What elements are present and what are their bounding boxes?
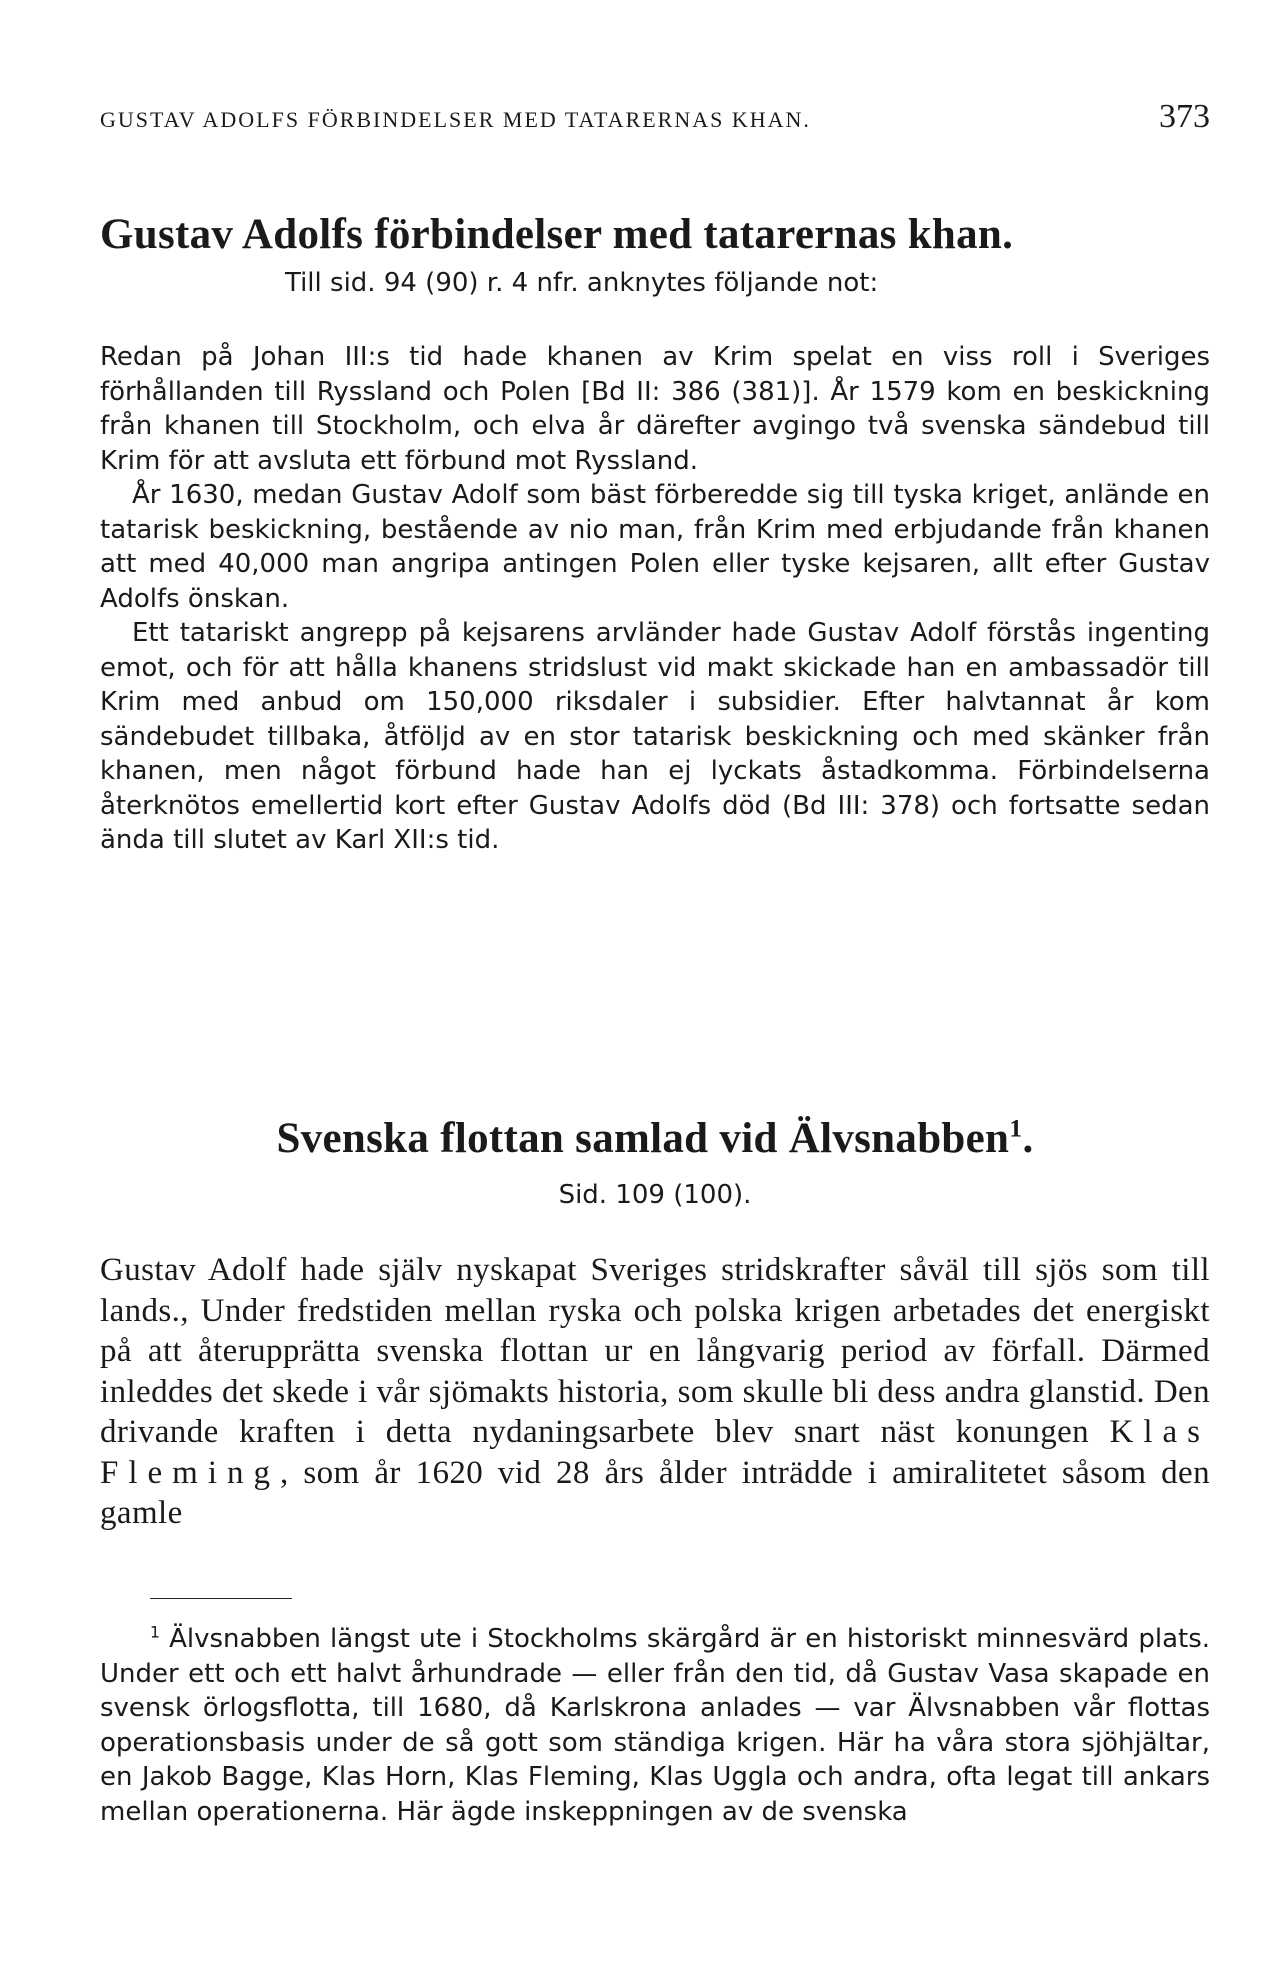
section-title-alvsnabben bbox=[100, 1114, 1210, 1163]
paragraph-text: Gustav Adolf hade själv nyskapat Sveriges stridskrafter såväl till sjös som till lands., Under fredstiden mellan ryska och polska krigen arbetades det energiskt på att återupprätta svenska flottan ur en långvarig period av förfall. Därmed inleddes det skede i vår sjömakts historia, som skulle bli dess andra glanstid. Den drivande kraften i detta nydaningsarbete blev snart näst konungen bbox=[100, 1252, 1210, 1450]
book-page bbox=[100, 0, 1210, 1986]
footnote-mark: 1 bbox=[150, 1623, 160, 1642]
section-body-khan bbox=[100, 340, 1210, 858]
footnote-paragraph bbox=[100, 1622, 1210, 1829]
footnote-text: Älvsnabben längst ute i Stockholms skärgård är en historiskt minnesvärd plats. Under ett och ett halvt århundrade — eller från den tid, då Gustav Vasa skapade en svensk örlogsflotta, till 1680, då Karlskrona anlades — var Älvsnabben vår flottas operationsbasis under de så gott som ständiga krigen. Här ha våra stora sjöhjältar, en Jakob Bagge, Klas Horn, Klas Fleming, Klas Uggla och andra, ofta legat till ankars mellan operationerna. Här ägde inskeppningen av de svenska bbox=[100, 1624, 1211, 1827]
paragraph: Redan på Johan III:s tid hade khanen av Krim spelat en viss roll i Sveriges förhållanden till Ryssland och Polen [Bd II: 386 (381)]. År 1579 kom en beskickning från khanen till Stockholm, och elva år därefter avgingo två svenska sändebud till Krim för att avsluta ett förbund mot Ryssland. bbox=[100, 342, 1210, 476]
paragraph bbox=[100, 1250, 1210, 1534]
section-title-end: . bbox=[1022, 1115, 1034, 1162]
section-body-alvsnabben bbox=[100, 1250, 1210, 1534]
spaced-name: Klas Fleming bbox=[100, 1414, 1211, 1491]
running-title: GUSTAV ADOLFS FÖRBINDELSER MED TATARERNAS KHAN. bbox=[100, 107, 811, 132]
paragraph: Ett tatariskt angrepp på kejsarens arvländer hade Gustav Adolf förstås ingenting emot, och för att hålla khanens stridslust vid makt skickade han en ambassadör till Krim med anbud om 150,000 riksdaler i subsidier. Efter halvtannat år kom sändebudet tillbaka, åtföljd av en stor tatarisk beskickning och med skänker från khanen, men något förbund hade han ej lyckats åstadkomma. Förbindelserna återknötos emellertid kort efter Gustav Adolfs död (Bd III: 378) och fortsatte sedan ända till slutet av Karl XII:s tid. bbox=[100, 618, 1210, 855]
running-head bbox=[100, 98, 1210, 136]
section-title-text: Svenska flottan samlad vid Älvsnabben bbox=[276, 1115, 1010, 1162]
section-subtitle-alvsnabben: Sid. 109 (100). bbox=[558, 1180, 752, 1210]
paragraph: År 1630, medan Gustav Adolf som bäst förberedde sig till tyska kriget, anlände en tatarisk beskickning, bestående av nio man, från Krim med erbjudande från khanen att med 40,000 man angripa antingen Polen eller tyske kejsaren, allt efter Gustav Adolfs önskan. bbox=[100, 480, 1210, 614]
paragraph-text-end: , som år 1620 vid 28 års ålder inträdde i amiralitetet såsom den gamle bbox=[100, 1454, 1210, 1531]
footnote bbox=[100, 1622, 1210, 1829]
section-title-khan: Gustav Adolfs förbindelser med tatarernas khan. bbox=[100, 211, 1014, 258]
footnote-rule bbox=[150, 1598, 292, 1599]
section-subtitle-khan: Till sid. 94 (90) r. 4 nfr. anknytes följande not: bbox=[285, 268, 879, 298]
page-number: 373 bbox=[1159, 98, 1210, 135]
footnote-reference: 1 bbox=[1009, 1113, 1023, 1143]
